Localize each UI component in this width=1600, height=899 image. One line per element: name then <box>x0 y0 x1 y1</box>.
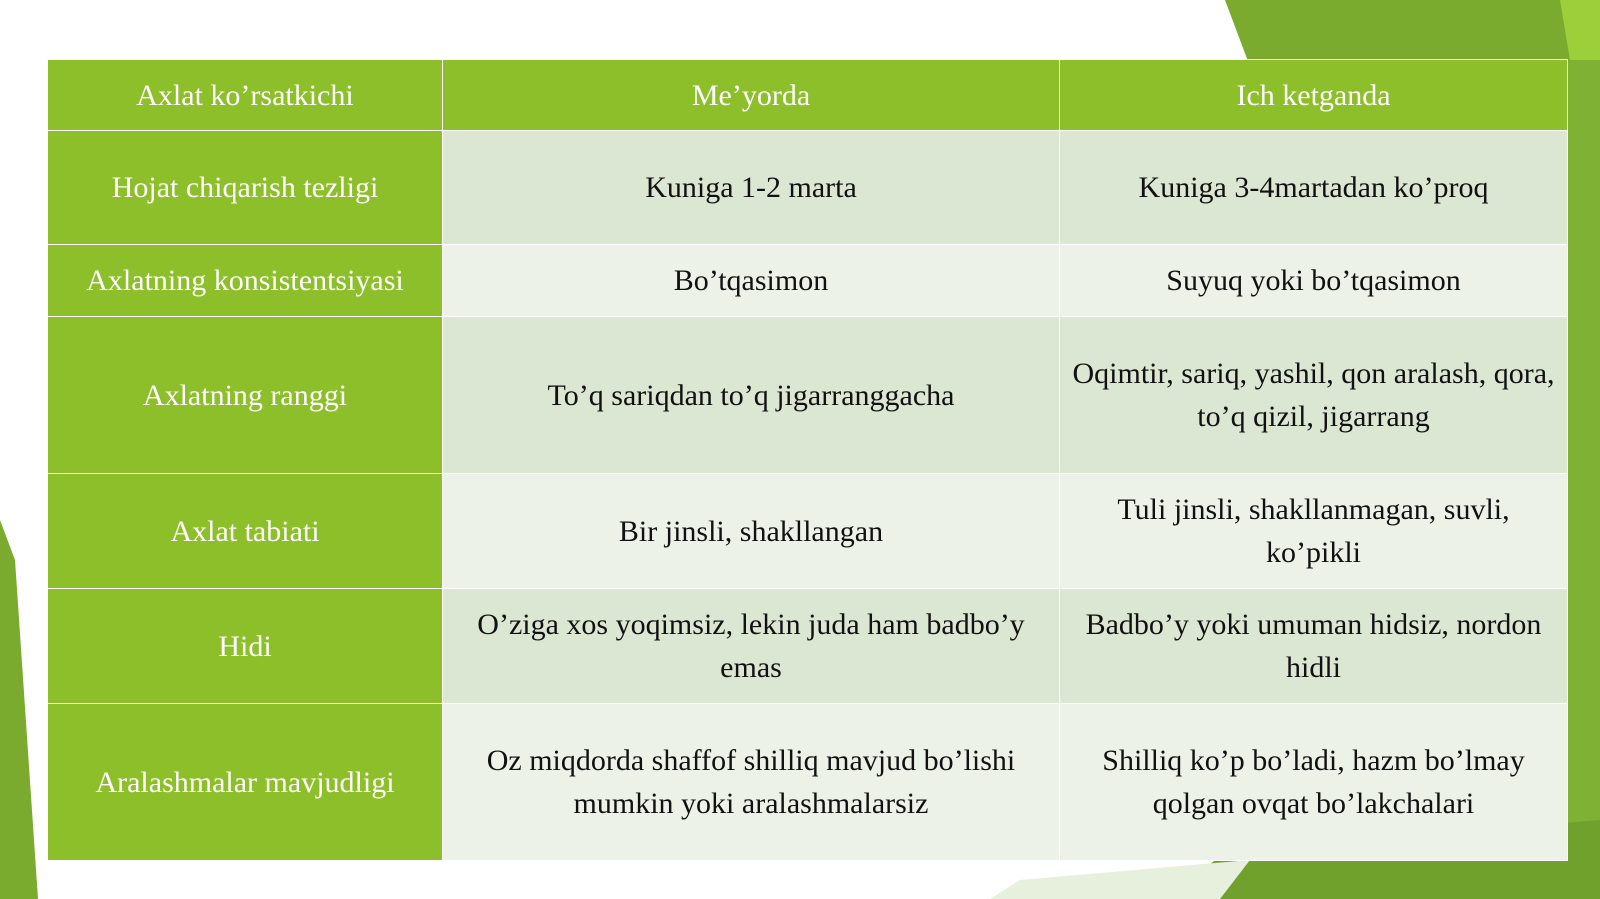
stool-comparison-table <box>47 59 1568 861</box>
row-label: Axlat tabiati <box>48 474 443 589</box>
table-row <box>48 474 1568 589</box>
diarrhea-cell: Tuli jinsli, shakllanmagan, suvli, ko’pikli <box>1060 474 1568 589</box>
diarrhea-cell: Oqimtir, sariq, yashil, qon aralash, qora, to’q qizil, jigarrang <box>1060 317 1568 474</box>
normal-cell: Kuniga 1-2 marta <box>443 131 1060 245</box>
row-label: Hojat chiqarish tezligi <box>48 131 443 245</box>
row-label: Axlatning ranggi <box>48 317 443 474</box>
table-row <box>48 245 1568 317</box>
diarrhea-cell: Kuniga 3-4martadan ko’proq <box>1060 131 1568 245</box>
column-header-indicator: Axlat ko’rsatkichi <box>48 60 443 131</box>
row-label: Axlatning konsistentsiyasi <box>48 245 443 317</box>
right-edge-green-shape <box>1567 60 1600 899</box>
table-row <box>48 704 1568 861</box>
row-label: Hidi <box>48 589 443 704</box>
table-row <box>48 317 1568 474</box>
bottom-right-light-shape <box>990 860 1250 899</box>
column-header-normal: Me’yorda <box>443 60 1060 131</box>
left-edge-green-shape <box>0 520 38 899</box>
table-row <box>48 131 1568 245</box>
column-header-diarrhea: Ich ketganda <box>1060 60 1568 131</box>
normal-cell: Oz miqdorda shaffof shilliq mavjud bo’lishi mumkin yoki aralashmalarsiz <box>443 704 1060 861</box>
normal-cell: Bir jinsli, shakllangan <box>443 474 1060 589</box>
diarrhea-cell: Suyuq yoki bo’tqasimon <box>1060 245 1568 317</box>
normal-cell: Bo’tqasimon <box>443 245 1060 317</box>
normal-cell: To’q sariqdan to’q jigarranggacha <box>443 317 1060 474</box>
normal-cell: O’ziga xos yoqimsiz, lekin juda ham badbo’y emas <box>443 589 1060 704</box>
diarrhea-cell: Shilliq ko’p bo’ladi, hazm bo’lmay qolgan ovqat bo’lakchalari <box>1060 704 1568 861</box>
table-row <box>48 589 1568 704</box>
row-label: Aralashmalar mavjudligi <box>48 704 443 861</box>
table-header-row <box>48 60 1568 131</box>
diarrhea-cell: Badbo’y yoki umuman hidsiz, nordon hidli <box>1060 589 1568 704</box>
